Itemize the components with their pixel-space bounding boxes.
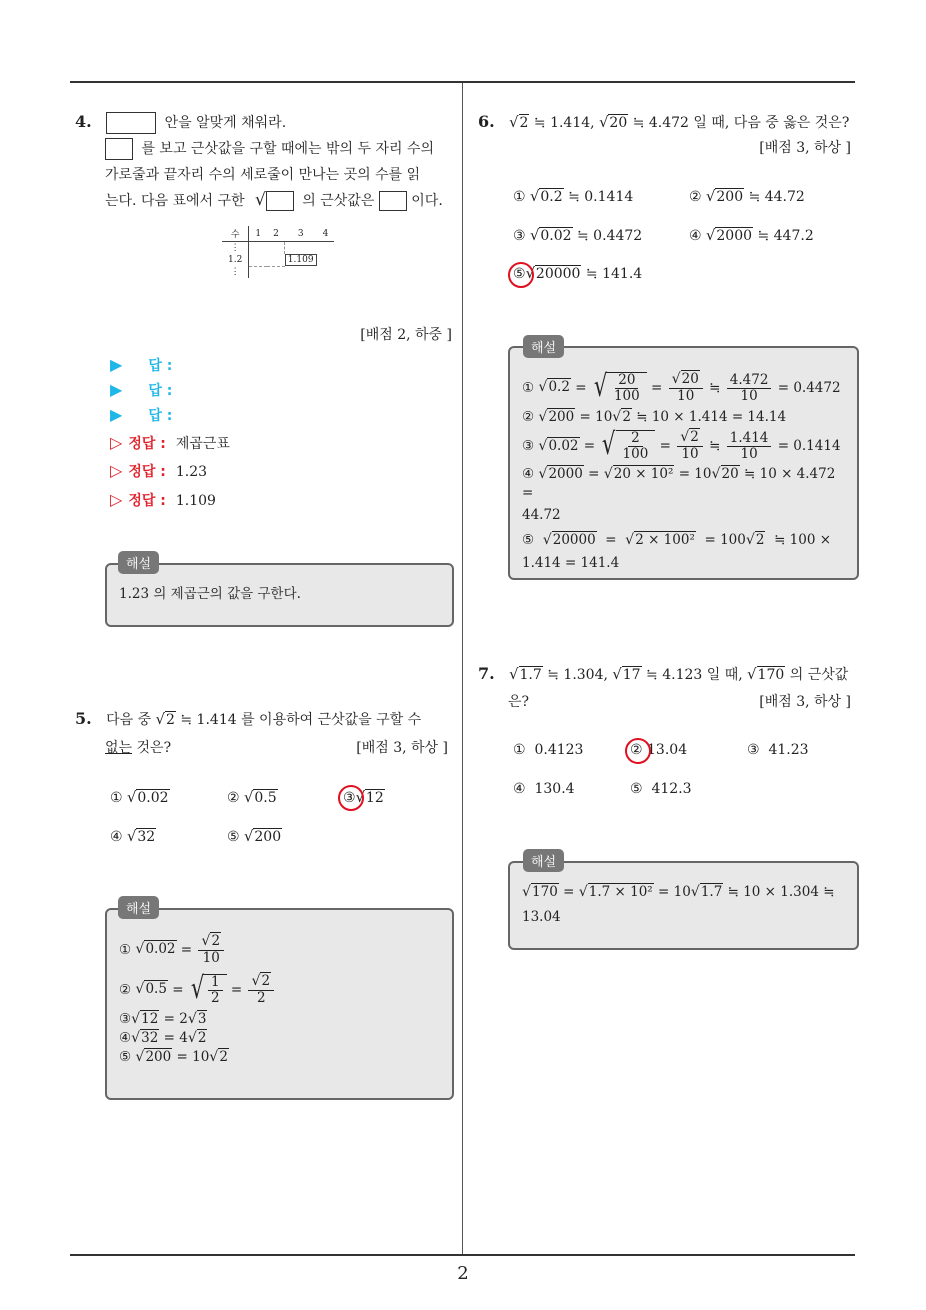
sqrt-expression: √2 <box>509 114 529 131</box>
choice-3[interactable]: ③ 41.23 <box>747 742 809 758</box>
play-arrow-icon: ▶ <box>110 380 123 399</box>
answer-row: ▶ 답 : <box>110 380 173 399</box>
answer-blank[interactable] <box>106 112 156 134</box>
page-number: 2 <box>457 1263 469 1284</box>
explanation-line: ⑤ √20000 = √2 × 100² = 100√2 ≒ 100 × <box>522 531 832 548</box>
explanation-content <box>522 368 847 572</box>
question-text: ≒ 4.472 일 때, 다음 중 옳은 것은? <box>632 115 850 131</box>
explanation-line: 13.04 <box>522 909 561 926</box>
explanation-tag: 해설 <box>118 551 159 574</box>
sqrt-expression: √1.7 <box>509 666 542 683</box>
choice-3[interactable]: ③ √0.02 ≒ 0.4472 <box>513 227 643 244</box>
question-number: 6. <box>478 112 495 131</box>
question-text: ≒ 1.414, <box>533 115 595 131</box>
explanation-line: 1.414 = 141.4 <box>522 554 620 571</box>
choice-2[interactable]: ② 13.04 <box>630 742 688 758</box>
bottom-rule <box>70 1254 855 1256</box>
choice-5[interactable]: ⑤ √200 <box>227 828 282 845</box>
correct-answer-row: ▷ 정답 : 제곱근표 <box>110 433 230 452</box>
answer-blank[interactable] <box>379 191 407 211</box>
column-divider <box>462 83 463 1255</box>
explanation-line: √170 = √1.7 × 10² = 10√1.7 ≒ 10 × 1.304 ≒ <box>522 884 835 900</box>
question-text: 것은? <box>136 740 172 756</box>
table-header: 수 <box>222 226 249 242</box>
question-text: ≒ 1.414 를 이용하여 근삿값을 구할 수 <box>180 712 422 728</box>
explanation-line: ① √0.02 = $\frac{√2}{10}$ <box>119 930 442 970</box>
explanation-line: ④√32 = 4√2 <box>119 1030 207 1047</box>
play-arrow-icon: ▶ <box>110 355 123 374</box>
selected-circle-icon <box>625 738 651 764</box>
choice-1[interactable]: ① √0.02 <box>110 789 169 806</box>
explanation-tag: 해설 <box>523 335 564 358</box>
explanation-tag: 해설 <box>523 849 564 872</box>
question-text: 은? <box>508 694 530 710</box>
explanation-line: ④ √2000 = √20 × 10² = 10√20 ≒ 10 × 4.472 = <box>522 466 836 502</box>
choice-4[interactable]: ④ √32 <box>110 828 156 845</box>
explanation-box <box>508 346 859 580</box>
table-header: 2 <box>273 228 279 239</box>
question-number: 5. <box>75 709 92 728</box>
answer-blank[interactable] <box>266 191 294 211</box>
answer-blank[interactable] <box>105 138 133 160</box>
table-cell-value: 1.109 <box>285 254 317 266</box>
choice-2[interactable]: ② √0.5 <box>227 789 277 806</box>
question-text: 는다. 다음 표에서 구한 <box>105 193 245 209</box>
table-header: 3 <box>297 228 304 239</box>
explanation-line: ③√12 = 2√3 <box>119 1011 207 1027</box>
explanation-tag: 해설 <box>118 896 159 919</box>
question-text: 를 보고 근삿값을 구할 때에는 밖의 두 자리 수의 <box>141 141 435 157</box>
selected-circle-icon <box>338 785 364 811</box>
correct-answer-row: ▷ 정답 : 1.109 <box>110 490 216 509</box>
choice-5[interactable]: ⑤√20000 ≒ 141.4 <box>513 265 643 282</box>
question-number: 4. <box>75 112 92 131</box>
question-text: 안을 알맞게 채워라. <box>164 115 287 131</box>
choice-1[interactable]: ① 0.4123 <box>513 742 584 758</box>
question-text: ≒ 4.123 일 때, <box>646 667 743 683</box>
sqrt-expression: √20 <box>599 114 628 131</box>
sqrt-expression: √2 <box>155 711 175 728</box>
square-root-table <box>222 226 334 278</box>
explanation-line: 44.72 <box>522 507 561 524</box>
outline-arrow-icon: ▷ <box>110 433 123 452</box>
explanation-line: ② √0.5 = √ $\frac{1}{2}$ = $\frac{√2}{2}$ <box>119 970 442 1010</box>
choice-1[interactable]: ① √0.2 ≒ 0.1414 <box>513 188 634 205</box>
choice-5[interactable]: ⑤ 412.3 <box>630 781 692 797</box>
question-text: 가로줄과 끝자리 수의 세로줄이 만나는 곳의 수를 읽 <box>105 167 421 183</box>
explanation-box <box>105 908 454 1100</box>
table-dots: ⋮ <box>222 242 249 255</box>
emphasis-text: 없는 <box>105 740 133 756</box>
sqrt-expression: √170 <box>747 666 785 683</box>
answer-row: ▶ 답 : <box>110 405 173 424</box>
score-label: [배점 3, 하상 ] <box>759 694 851 710</box>
explanation-line: ② √200 = 10√2 ≒ 10 × 1.414 = 14.14 <box>522 409 787 425</box>
explanation-line: ⑤ √200 = 10√2 <box>119 1049 228 1066</box>
choice-2[interactable]: ② √200 ≒ 44.72 <box>689 188 805 205</box>
score-label: [배점 3, 하상 ] <box>356 740 448 756</box>
answer-row: ▶ 답 : <box>110 355 173 374</box>
question-text: 다음 중 <box>106 712 152 728</box>
question-text: 이다. <box>411 193 443 209</box>
outline-arrow-icon: ▷ <box>110 490 123 509</box>
explanation-box <box>508 861 859 950</box>
choice-4[interactable]: ④ 130.4 <box>513 781 575 797</box>
score-label: [배점 2, 하중 ] <box>360 327 452 343</box>
score-label: [배점 3, 하상 ] <box>759 140 851 156</box>
selected-circle-icon <box>508 262 534 288</box>
explanation-content <box>522 883 847 926</box>
choice-3[interactable]: ③√12 <box>343 789 384 806</box>
table-row-label: 1.2 <box>222 254 249 266</box>
explanation-content <box>119 930 442 1067</box>
choice-4[interactable]: ④ √2000 ≒ 447.2 <box>689 227 814 244</box>
question-text: 의 근삿값은 <box>302 193 375 209</box>
question-text: 의 근삿값 <box>789 667 849 683</box>
explanation-text: 1.23 의 제곱근의 값을 구한다. <box>119 586 301 602</box>
sqrt-expression: √17 <box>612 666 641 683</box>
correct-answer-row: ▷ 정답 : 1.23 <box>110 461 208 480</box>
explanation-line: ③ √0.02 = √ $\frac{2}{100}$ = $\frac{√2}{10}$ ≒ $\frac{1.414}{10}$ = 0.1414 <box>522 427 841 463</box>
question-number: 7. <box>478 664 495 683</box>
play-arrow-icon: ▶ <box>110 405 123 424</box>
outline-arrow-icon: ▷ <box>110 461 123 480</box>
table-header: 4 <box>322 228 329 239</box>
question-text: ≒ 1.304, <box>547 667 608 683</box>
table-dots: ⋮ <box>222 266 249 278</box>
explanation-line: ① √0.2 = √ $\frac{20}{100}$ = $\frac{√20}{10}$ ≒ $\frac{4.472}{10}$ = 0.4472 <box>522 369 841 405</box>
table-header: 1 <box>255 228 262 239</box>
